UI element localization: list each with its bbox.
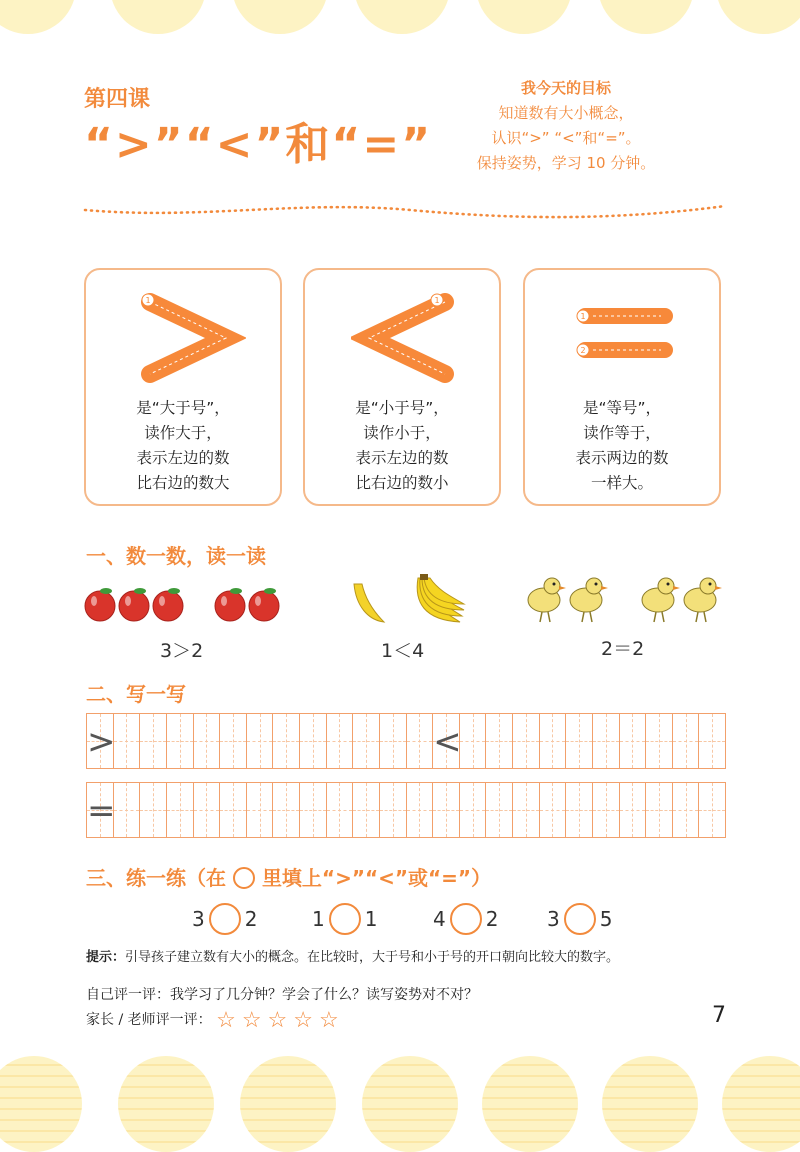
card-desc-line: 是“小于号”， <box>355 399 449 417</box>
self-evaluation: 自己评一评：我学习了几分钟？学会了什么？读写姿势对不对？ <box>86 987 478 1003</box>
parent-evaluation <box>86 1008 345 1033</box>
goals-title: 我今天的目标 <box>520 79 611 97</box>
card-desc-line: 比右边的数大 <box>136 474 230 492</box>
exercise-left: 1 <box>312 907 325 931</box>
writing-grid-row-1[interactable] <box>86 713 726 769</box>
answer-circle[interactable] <box>209 903 241 935</box>
bananas-illustration <box>348 572 468 628</box>
card-desc-line: 读作大于， <box>144 424 222 442</box>
circle-icon <box>233 867 255 889</box>
greater-than-icon <box>136 288 246 388</box>
goal-line: 保持姿势，学习 10 分钟。 <box>476 154 656 172</box>
exercise-left: 3 <box>547 907 560 931</box>
less-than-card <box>303 268 501 506</box>
answer-circle[interactable] <box>450 903 482 935</box>
greater-than-card <box>84 268 282 506</box>
stroke-number: 1 <box>580 312 586 321</box>
star-icon[interactable]: ☆ <box>293 1008 314 1033</box>
writing-grid-row-2[interactable] <box>86 782 726 838</box>
card-desc-line: 表示左边的数 <box>355 449 449 467</box>
tip-text: 引导孩子建立数有大小的概念。在比较时，大于号和小于号的开口朝向比较大的数字。 <box>125 950 620 965</box>
exercise-2 <box>312 903 377 935</box>
exercise-4 <box>547 903 612 935</box>
stroke-number: 2 <box>580 346 586 355</box>
parent-evaluation-label: 家长 / 老师评一评： <box>86 1012 212 1028</box>
star-icon[interactable]: ☆ <box>319 1008 339 1033</box>
section3-title <box>86 862 491 891</box>
goal-line: 认识“>” “<”和“=”。 <box>491 129 641 147</box>
section2-title: 二、写一写 <box>86 682 186 706</box>
answer-circle[interactable] <box>329 903 361 935</box>
card-desc-line: 读作等于， <box>583 424 661 442</box>
expression-apples: 3＞2 <box>160 640 204 662</box>
lesson-number: 第四课 <box>84 87 151 112</box>
expression-birds: 2＝2 <box>601 638 645 660</box>
card-desc-line: 表示左边的数 <box>136 449 230 467</box>
exercise-left: 4 <box>433 907 446 931</box>
tip-label: 提示： <box>86 950 126 965</box>
equals-card <box>523 268 721 506</box>
exercise-left: 3 <box>192 907 205 931</box>
goals-box <box>446 76 686 176</box>
tip <box>86 946 619 965</box>
card-desc-line: 表示两边的数 <box>575 449 669 467</box>
exercise-right: 2 <box>244 907 258 931</box>
card-desc-line: 读作小于， <box>363 424 441 442</box>
answer-circle[interactable] <box>564 903 596 935</box>
card-desc-line: 是“大于号”， <box>136 399 230 417</box>
exercise-3 <box>433 903 498 935</box>
section3-title-after: 里填上“>”“<”或“=”） <box>261 866 492 890</box>
star-icon[interactable]: ☆ <box>216 1008 236 1033</box>
equals-icon <box>571 300 681 370</box>
card-desc-line: 一样大。 <box>590 474 653 492</box>
birds-illustration <box>522 574 732 630</box>
page-number: 7 <box>712 1003 726 1028</box>
star-icon[interactable]: ☆ <box>241 1008 262 1033</box>
stroke-number: 1 <box>434 296 440 305</box>
practice-symbol: > <box>87 722 116 762</box>
goal-line: 知道数有大小概念， <box>498 104 634 122</box>
lesson-title: “>”“<”和“=” <box>84 119 433 170</box>
apples-illustration <box>82 586 292 626</box>
expression-bananas: 1＜4 <box>381 640 425 662</box>
practice-symbol: = <box>87 791 116 831</box>
practice-symbol: < <box>433 722 462 762</box>
section1-title: 一、数一数，读一读 <box>86 544 266 568</box>
dotted-divider <box>80 198 730 222</box>
stroke-number: 1 <box>145 296 151 305</box>
card-desc-line: 是“等号”， <box>582 399 662 417</box>
card-desc-line: 比右边的数小 <box>355 474 449 492</box>
star-icon[interactable]: ☆ <box>267 1008 288 1033</box>
exercise-right: 2 <box>485 907 499 931</box>
exercise-right: 1 <box>364 907 378 931</box>
exercise-1 <box>192 903 257 935</box>
exercise-right: 5 <box>599 907 613 931</box>
section3-title-before: 三、练一练（在 <box>86 866 226 890</box>
less-than-icon <box>351 288 461 388</box>
